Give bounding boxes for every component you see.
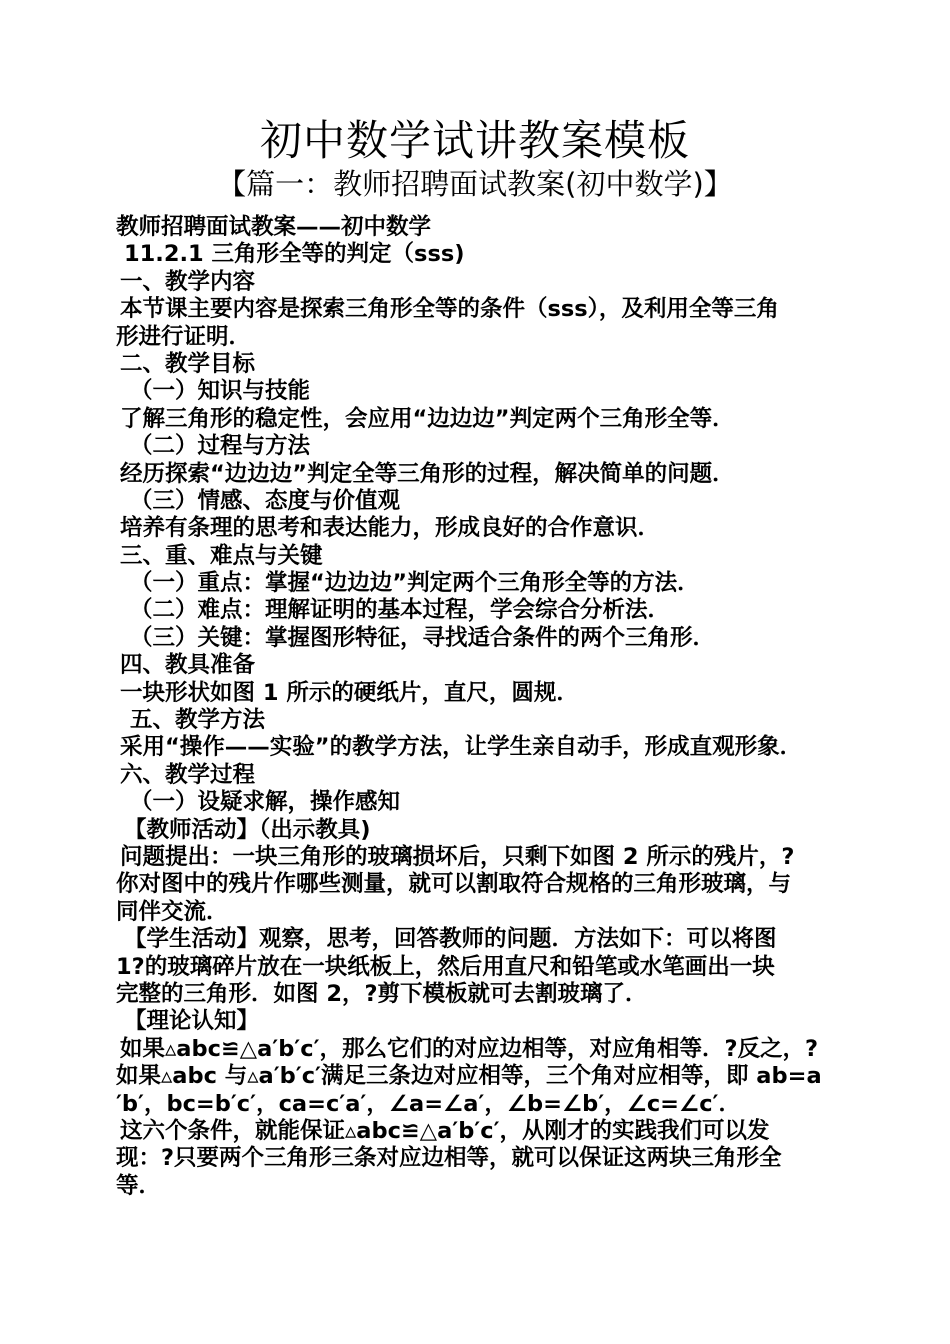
section-heading: 11.2.1 三角形全等的判定（sss) [124,241,465,268]
subsection-heading: （三）情感、态度与价值观 [130,487,401,514]
body-line: 形进行证明． [116,323,252,350]
body-line: 1?的玻璃碎片放在一块纸板上，然后用直尺和铅笔或水笔画出一块 [116,953,775,980]
section-heading: 二、教学目标 [120,350,256,377]
body-line: 这六个条件，就能保证▵abc≌△a′b′c′，从刚才的实践我们可以发 [120,1117,770,1144]
section-heading: 三、重、难点与关键 [120,542,323,569]
section-heading: 六、教学过程 [120,761,256,788]
body-line: 【学生活动】观察，思考，回答教师的问题．方法如下：可以将图 [124,926,777,953]
section-heading: 一、教学内容 [120,268,256,295]
subsection-heading: （一）设疑求解，操作感知 [130,789,401,816]
body-line: 现：?只要两个三角形三条对应边相等，就可以保证这两块三角形全 [116,1145,782,1172]
body-line: ′b′，bc=b′c′，ca=c′a′，∠a=∠a′，∠b=∠b′，∠c=∠c′． [116,1090,741,1117]
subsection-heading: （二）过程与方法 [130,433,311,460]
body-line: 问题提出：一块三角形的玻璃损坏后，只剩下如图 2 所示的残片，? [120,843,795,870]
body-line: 本节课主要内容是探索三角形全等的条件（sss），及利用全等三角 [120,296,779,323]
body-line: 经历探索“边边边”判定全等三角形的过程，解决简单的问题． [120,460,735,487]
subsection-heading: （一）知识与技能 [130,378,311,405]
body-line: 如果▵abc 与▵a′b′c′满足三条边对应相等，三个角对应相等，即 ab=a [116,1063,822,1090]
document-body [116,214,842,1200]
body-line: 等． [116,1172,162,1199]
document-subtitle: 【篇一：教师招聘面试教案(初中数学)】 [217,167,733,201]
body-line: 教师招聘面试教案——初中数学 [116,214,432,240]
body-line: 采用“操作——实验”的教学方法，让学生亲自动手，形成直观形象． [120,734,803,761]
body-line: 一块形状如图 1 所示的硬纸片，直尺，圆规． [120,679,579,706]
body-line: 同伴交流． [116,898,229,925]
body-line: 了解三角形的稳定性，会应用“边边边”判定两个三角形全等． [120,405,735,432]
activity-heading: 【理论认知】 [124,1008,260,1035]
body-line: （二）难点：理解证明的基本过程，学会综合分析法． [130,597,671,624]
section-heading: 四、教具准备 [120,652,256,679]
body-line: 如果▵abc≌△a′b′c′，那么它们的对应边相等，对应角相等．?反之，? [120,1035,819,1062]
body-line: 培养有条理的思考和表达能力，形成良好的合作意识． [120,515,661,542]
body-line: （一）重点：掌握“边边边”判定两个三角形全等的方法． [130,570,700,597]
body-line: 你对图中的残片作哪些测量，就可以割取符合规格的三角形玻璃，与 [116,871,792,898]
document-title: 初中数学试讲教案模板 [259,116,690,165]
body-line: 完整的三角形．如图 2，?剪下模板就可去割玻璃了． [116,980,648,1007]
activity-heading: 【教师活动】（出示教具) [124,816,371,843]
section-heading: 五、教学方法 [130,707,266,734]
body-line: （三）关键：掌握图形特征，寻找适合条件的两个三角形． [130,624,716,651]
